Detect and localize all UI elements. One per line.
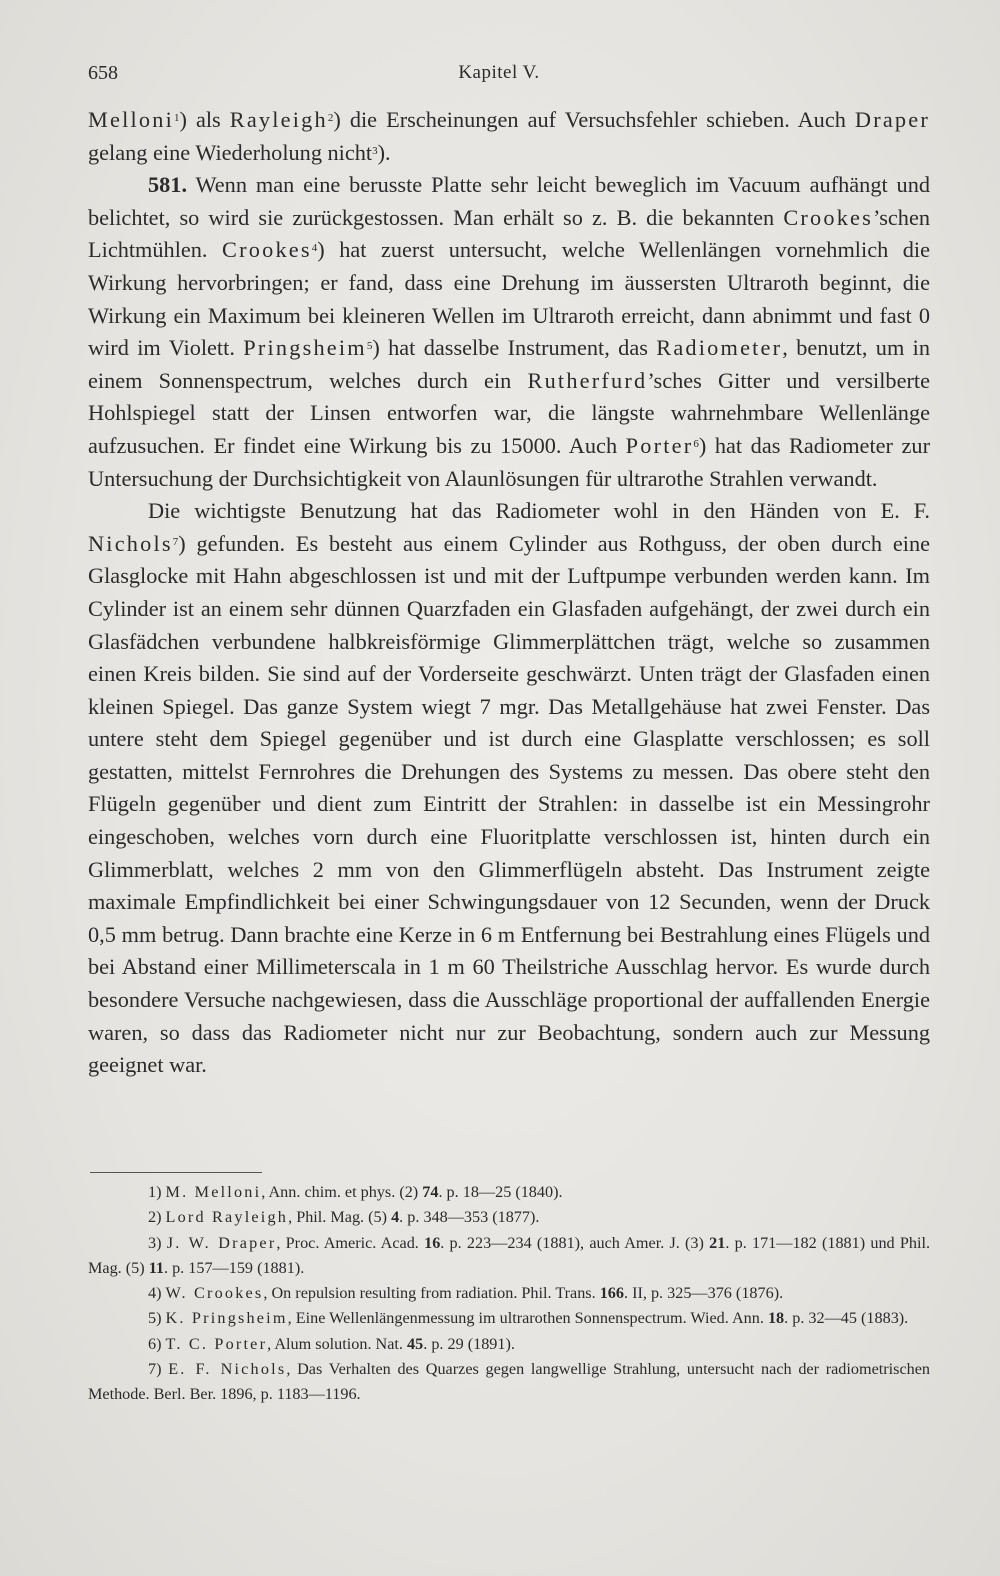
text-run: ) die Erscheinungen auf Versuchsfehler schieben. Auch	[333, 107, 855, 132]
footnote-divider	[90, 1172, 262, 1173]
footnote-ref: 6	[693, 437, 699, 450]
text-run: . p. 223—234 (1881), auch Amer. J. (3)	[440, 1233, 710, 1252]
text-run: , Das Verhalten des Quarzes gegen langwellige Strahlung, untersucht nach der radiometrischen Methode. Berl. Ber. 1896, p. 1183—1196.	[88, 1360, 930, 1404]
volume-number: 74	[422, 1183, 439, 1201]
footnote-author: M. Melloni	[165, 1183, 262, 1201]
footnote-author: J. W. Draper	[166, 1233, 277, 1252]
footnote-author: E. F. Nichols	[168, 1360, 287, 1379]
text-run: . p. 348—353 (1877).	[399, 1208, 540, 1227]
text-run: ) hat dasselbe Instrument, das	[372, 335, 657, 361]
author-name: Melloni	[88, 107, 175, 132]
text-run: . p. 29 (1891).	[423, 1334, 515, 1353]
footnote-ref: 5	[366, 340, 373, 353]
footnote-number: 3)	[148, 1233, 162, 1252]
page-number: 658	[88, 62, 118, 84]
text-run: . p. 157—159 (1881).	[163, 1258, 305, 1277]
text-run: ) hat zuerst untersucht, welche Wellenlängen vornehmlich die Wirkung hervorbringen; er fand, dass eine Drehung im äussersten Ultraroth beginnt, die Wirkung ein Maximum bei kleineren Wellen im Ultraroth erreicht, dann abnimmt und fast 0 wird im Violett.	[88, 237, 930, 361]
footnote-number: 2)	[148, 1208, 162, 1227]
text-run: , Eine Wellenlängenmessung im ultrarothen Sonnenspectrum. Wied. Ann.	[287, 1309, 768, 1328]
author-name: Porter	[625, 432, 694, 458]
volume-number: 4	[391, 1208, 400, 1227]
footnote-ref: 4	[311, 242, 318, 255]
volume-number: 21	[709, 1233, 726, 1252]
text-run: Die wichtigste Benutzung hat das Radiometer wohl in den Händen von E. F.	[148, 498, 930, 524]
footnote-number: 4)	[148, 1284, 162, 1303]
body-text	[88, 104, 930, 1082]
footnote-ref: 3	[372, 144, 378, 157]
section-number: 581.	[148, 172, 188, 198]
author-name: Rutherfurd	[527, 367, 648, 393]
author-name: Pringsheim	[243, 335, 367, 361]
footnote	[88, 1205, 930, 1230]
paragraph	[88, 169, 930, 495]
volume-number: 18	[767, 1309, 785, 1328]
footnote-number: 1)	[148, 1183, 162, 1201]
footnote-ref: 1	[174, 112, 180, 124]
volume-number: 11	[148, 1258, 164, 1277]
text-run: , Alum solution. Nat.	[267, 1334, 408, 1353]
author-name: Crookes	[783, 204, 874, 230]
footnote	[88, 1332, 930, 1357]
text-run: ) als	[179, 107, 230, 132]
author-name: Nichols	[88, 530, 173, 556]
text-run: , Ann. chim. et phys. (2)	[261, 1183, 423, 1201]
text-run: , Proc. Americ. Acad.	[276, 1233, 425, 1252]
footnote	[88, 1180, 930, 1205]
footnote-author: T. C. Porter	[165, 1334, 268, 1353]
footnotes	[88, 1180, 930, 1408]
author-name: Crookes	[222, 237, 312, 263]
text-run: . II, p. 325—376 (1876).	[623, 1284, 784, 1303]
footnote	[88, 1231, 930, 1282]
text-run: , benutzt, um in einem Sonnenspectrum, welches durch ein	[88, 335, 930, 393]
footnote-author: K. Pringsheim	[165, 1309, 288, 1328]
footnote	[88, 1306, 930, 1331]
term-radiometer: Radiometer	[656, 335, 783, 361]
text-run: ).	[377, 139, 391, 165]
author-name: Draper	[854, 107, 930, 132]
text-run: , Phil. Mag. (5)	[288, 1208, 392, 1227]
text-run: , On repulsion resulting from radiation. Phil. Trans.	[263, 1284, 600, 1303]
text-run: . p. 32—45 (1883).	[784, 1309, 909, 1328]
footnote-author: Lord Rayleigh	[165, 1208, 289, 1227]
footnote-number: 6)	[148, 1334, 162, 1353]
text-run: Wenn man eine berusste Platte sehr leicht beweglich im Vacuum aufhängt und belichtet, so wird sie zurückgestossen. Man erhält so z. B. die bekannten	[88, 172, 930, 230]
text-run: ’schen Lichtmühlen.	[88, 204, 930, 263]
volume-number: 166	[599, 1284, 624, 1303]
footnote-number: 7)	[148, 1360, 162, 1379]
text-run: ) gefunden. Es besteht aus einem Cylinder aus Rothguss, der oben durch eine Glasglocke mit Hahn abgeschlossen ist und mit der Luftpumpe verbunden werden kann. Im Cylinder ist an einem sehr dünnen Quarzfaden ein Glasfaden aufgehängt, der zwei durch ein Glasfädchen verbundene halbkreisförmige Glimmerplättchen trägt, welche so zusammen einen Kreis bilden. Sie sind auf der Vorderseite geschwärzt. Unten trägt der Glasfaden einen kleinen Spiegel. Das ganze System wiegt 7 mgr. Das Metallgehäuse hat zwei Fenster. Das untere steht dem Spiegel gegenüber und ist durch eine Glasplatte verschlossen; es soll gestatten, mittelst Fernrohres die Drehungen des Systems zu messen. Das obere steht den Flügeln gegenüber und dient zum Eintritt der Strahlen: in dasselbe ist ein Messingrohr eingeschoben, welches vorn durch eine Fluoritplatte verschlossen ist, hinten durch ein Glimmerblatt, welches 2 mm von den Glimmerflügeln absteht. Das Instrument zeigte maximale Empfindlichkeit bei einer Schwingungsdauer von 12 Secunden, wenn der Druck 0,5 mm betrug. Dann brachte eine Kerze in 6 m Entfernung bei Bestrahlung eines Flügels und bei Abstand einer Millimeterscala in 1 m 60 Theilstriche Ausschlag hervor. Es wurde durch besondere Versuche nachgewiesen, dass die Ausschläge proportional der auffallenden Energie waren, so dass das Radiometer nicht nur zur Beobachtung, sondern auch zur Messung geeignet war.	[88, 530, 930, 1078]
footnote	[88, 1357, 930, 1408]
text-run: ) hat das Radiometer zur Untersuchung der Durchsichtigkeit von Alaunlösungen für ultrarothe Strahlen verwandt.	[88, 432, 930, 491]
volume-number: 16	[424, 1233, 441, 1252]
paragraph	[88, 495, 930, 1082]
paragraph	[88, 104, 930, 169]
footnote-ref: 7	[172, 535, 179, 548]
text-run: . p. 171—182 (1881) und Phil. Mag. (5)	[88, 1233, 931, 1277]
author-name: Rayleigh	[229, 107, 328, 132]
footnote-ref: 2	[327, 112, 334, 124]
volume-number: 45	[407, 1334, 424, 1353]
page-header	[88, 62, 910, 92]
footnote-number: 5)	[148, 1309, 162, 1328]
text-run: . p. 18—25 (1840).	[438, 1183, 563, 1201]
text-run: gelang eine Wiederholung nicht	[88, 139, 373, 165]
footnote	[88, 1281, 930, 1306]
footnote-author: W. Crookes	[165, 1284, 264, 1303]
text-run: ’sches Gitter und versilberte Hohlspiegel statt der Linsen entworfen war, die längste wahrnehmbare Wellenlänge aufzusuchen. Er findet eine Wirkung bis zu 15000. Auch	[88, 367, 930, 458]
running-head: Kapitel V.	[458, 62, 540, 83]
